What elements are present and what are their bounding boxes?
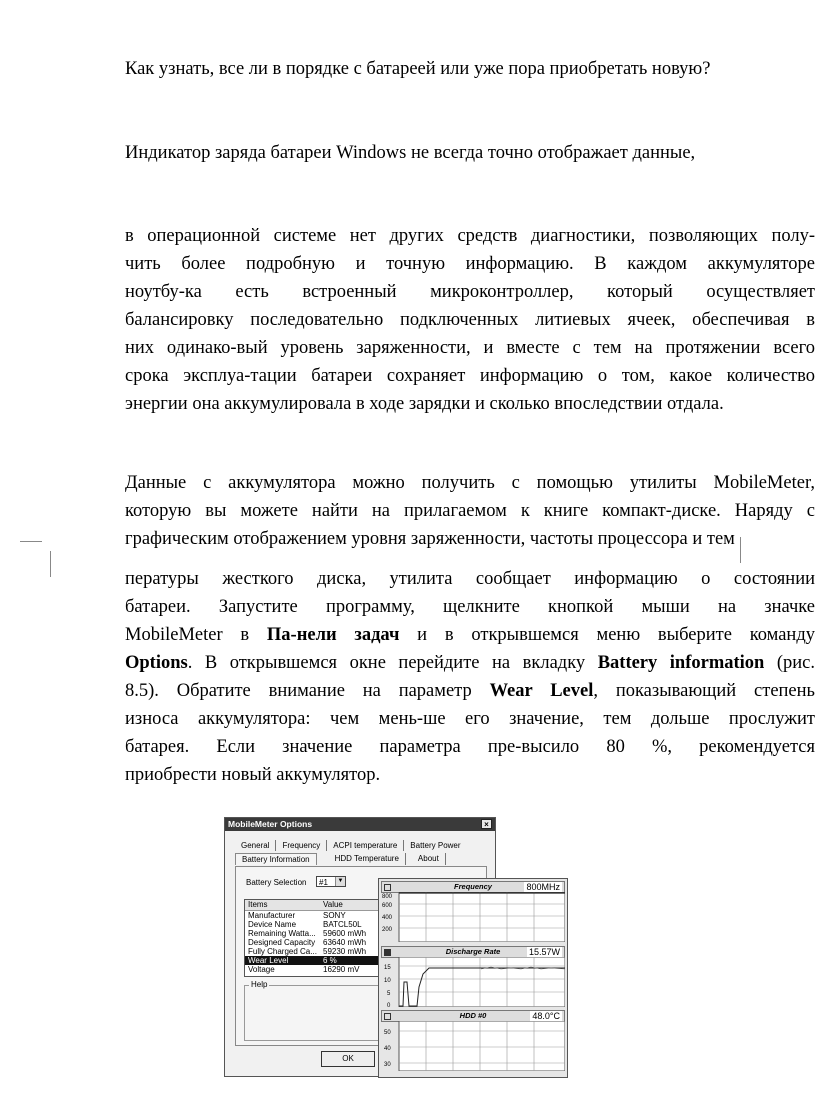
tabs-row-1 — [235, 840, 485, 851]
graph-plot — [381, 957, 565, 1007]
tick-label: 0 — [387, 1003, 391, 1007]
text-line: ноутбу-ка есть встроенный микроконтроллер, который осуществляет — [125, 282, 815, 302]
chevron-down-icon[interactable]: ▼ — [335, 877, 345, 886]
scan-mark — [20, 541, 42, 542]
hdd-temperature-graph — [381, 1010, 565, 1072]
tick-label: 10 — [384, 978, 391, 984]
tab-hdd-temperature[interactable]: HDD Temperature — [329, 853, 406, 865]
discharge-rate-graph — [381, 946, 565, 1008]
battery-info-list[interactable] — [244, 899, 386, 977]
text-line: чить более подробную и точную информацию. В каждом аккумуляторе — [125, 254, 815, 274]
selection-value: #1 — [319, 878, 328, 887]
tab-battery-information[interactable]: Battery Information — [235, 853, 317, 865]
list-item[interactable]: Designed Capacity 63640 mWh — [248, 938, 367, 947]
tick-label: 400 — [382, 915, 393, 921]
battery-selection-dropdown[interactable] — [316, 876, 346, 887]
figure-screenshot — [224, 817, 568, 1079]
battery-selection-label: Battery Selection — [246, 878, 307, 887]
help-groupbox — [244, 980, 386, 1041]
graph-value: 48.0°C — [532, 1011, 560, 1021]
tick-label: 50 — [384, 1030, 391, 1036]
close-icon[interactable]: × — [481, 819, 492, 829]
list-item-selected[interactable]: Wear Level 6 % — [245, 956, 385, 965]
bold-term: Battery information — [597, 653, 765, 673]
text-line: батареи. Запустите программу, щелкните кнопкой мыши на значке — [125, 597, 815, 617]
text-line: графическим отображением уровня заряженности, частоты процессора и тем — [125, 529, 735, 549]
graph-title: HDD #0 — [459, 1011, 487, 1020]
text-line: которую вы можете найти на прилагаемом к книге компакт-диске. Наряду с — [125, 501, 815, 521]
tick-label: 40 — [384, 1046, 391, 1052]
dialog-titlebar — [225, 818, 495, 831]
help-label: Help — [251, 980, 268, 989]
graph-value: 800MHz — [526, 882, 560, 892]
text-line: в операционной системе нет других средств диагностики, позволяющих полу- — [125, 226, 815, 246]
tabs-row-2 — [235, 853, 485, 865]
bold-term: Wear Level — [489, 681, 594, 701]
scan-mark — [50, 551, 51, 577]
graph-value: 15.57W — [528, 947, 560, 957]
tick-label: 800 — [382, 894, 393, 900]
graph-plot — [381, 892, 565, 942]
graph-title: Discharge Rate — [445, 947, 501, 956]
paragraph-2 — [125, 222, 815, 418]
graph-title: Frequency — [454, 882, 492, 891]
text-line: балансировку последовательно подключенных литиевых ячеек, обеспечивая в — [125, 310, 815, 330]
column-header-items[interactable]: Items — [248, 900, 268, 909]
text-line: MobileMeter в Па-нели задач и в открывшемся меню выберите команду — [125, 625, 815, 645]
tick-label: 600 — [382, 903, 393, 909]
tab-about[interactable]: About — [412, 853, 446, 865]
text-line: батарея. Если значение параметра пре-высило 80 %, рекомендуется — [125, 737, 815, 757]
text-line: Options. В открывшемся окне перейдите на вкладку Battery information (рис. — [125, 653, 815, 673]
heading: Как узнать, все ли в порядке с батареей или уже пора приобретать новую? — [125, 59, 711, 79]
tab-general[interactable]: General — [235, 840, 276, 851]
paragraph-3 — [125, 469, 815, 553]
column-header-value[interactable]: Value — [323, 900, 343, 909]
tick-label: 15 — [384, 965, 391, 971]
graph-plot — [381, 1021, 565, 1071]
tick-label: 30 — [384, 1062, 391, 1068]
tab-acpi-temperature[interactable]: ACPI temperature — [327, 840, 404, 851]
list-item[interactable]: Fully Charged Ca... 59230 mWh — [248, 947, 367, 956]
text-line: срока эксплуа-тации батареи сохраняет информацию о том, какое количество — [125, 366, 815, 386]
ok-button[interactable]: OK — [321, 1051, 375, 1067]
text-line: пературы жесткого диска, утилита сообщает информацию о состоянии — [125, 569, 815, 589]
paragraph-1: Индикатор заряда батареи Windows не всегда точно отображает данные, — [125, 143, 696, 163]
list-item[interactable]: Remaining Watta... 59600 mWh — [248, 929, 367, 938]
list-item[interactable]: Manufacturer SONY — [248, 911, 346, 920]
list-item[interactable]: Device Name BATCL50L — [248, 920, 362, 929]
text-line: Данные с аккумулятора можно получить с помощью утилиты MobileMeter, — [125, 473, 815, 493]
tick-label: 5 — [387, 991, 391, 997]
tick-label: 200 — [382, 927, 393, 933]
dialog-title: MobileMeter Options — [228, 819, 313, 829]
tab-battery-power[interactable]: Battery Power — [410, 841, 461, 850]
tab-frequency[interactable]: Frequency — [276, 840, 327, 851]
list-item[interactable]: Voltage 16290 mV — [248, 965, 360, 974]
paragraph-4 — [125, 565, 815, 789]
text-line: них одинако-вый уровень заряженности, и вместе с тем на протяжении всего — [125, 338, 815, 358]
bold-term: Options — [125, 653, 188, 673]
bold-term: Па-нели задач — [266, 625, 400, 645]
text-line: энергии она аккумулировала в ходе зарядки и сколько впоследствии отдала. — [125, 394, 724, 414]
graphs-window — [378, 878, 568, 1078]
text-line: 8.5). Обратите внимание на параметр Wear Level, показывающий степень — [125, 681, 815, 701]
list-header — [245, 900, 385, 911]
text-line: приобрести новый аккумулятор. — [125, 765, 381, 785]
frequency-graph — [381, 881, 565, 943]
text-line: износа аккумулятора: чем мень-ше его значение, тем дольше прослужит — [125, 709, 815, 729]
